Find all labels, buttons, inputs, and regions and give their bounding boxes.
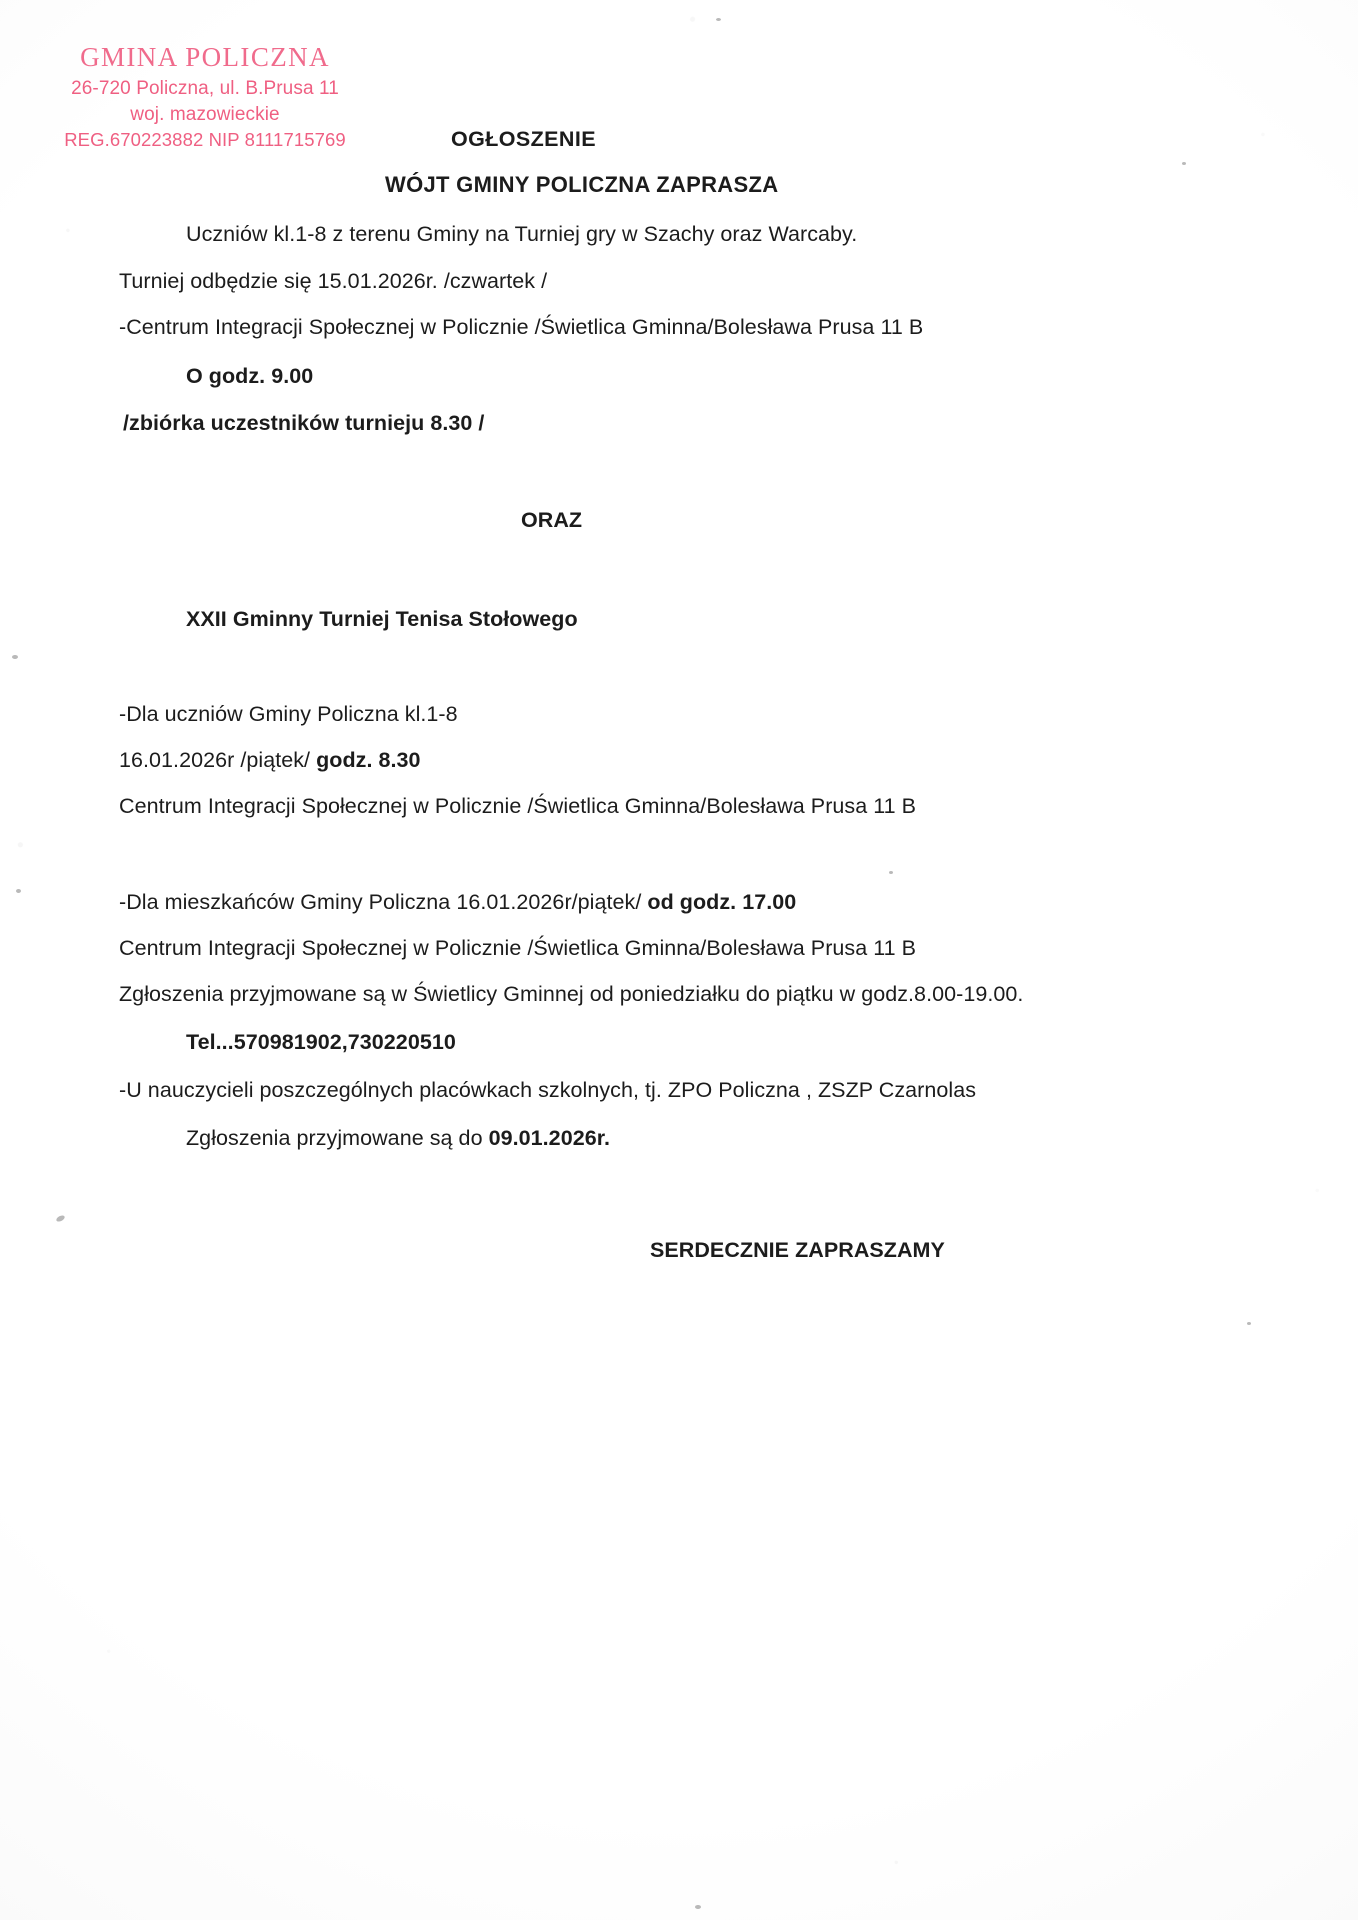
scan-speck xyxy=(716,18,721,21)
page-title: OGŁOSZENIE xyxy=(451,127,596,151)
tt-for-pupils-line: -Dla uczniów Gminy Policzna kl.1-8 xyxy=(119,702,458,726)
chess-assembly-time: /zbiórka uczestników turnieju 8.30 / xyxy=(123,411,485,435)
chess-start-time: O godz. 9.00 xyxy=(186,364,314,388)
tt-residents-bold: od godz. 17.00 xyxy=(647,890,797,914)
scan-speck xyxy=(889,871,893,874)
scan-speck xyxy=(1182,162,1186,165)
tt-residents-plain: -Dla mieszkańców Gminy Policzna 16.01.2026r/piątek/ xyxy=(119,890,648,914)
stamp-address: 26-720 Policzna, ul. B.Prusa 11 xyxy=(71,78,339,100)
scan-speck xyxy=(16,889,21,893)
tt-residents-venue-line: Centrum Integracji Społecznej w Policznie /Świetlica Gminna/Bolesława Prusa 11 B xyxy=(119,936,917,960)
tt-pupils-venue-line: Centrum Integracji Społecznej w Policznie /Świetlica Gminna/Bolesława Prusa 11 B xyxy=(119,794,917,818)
stamp-voivodeship: woj. mazowieckie xyxy=(130,103,280,125)
section-divider-oraz: ORAZ xyxy=(521,508,583,532)
registration-phone: Tel...570981902,730220510 xyxy=(186,1030,456,1054)
section-two-title: XXII Gminny Turniej Tenisa Stołowego xyxy=(186,607,578,631)
chess-venue-line: -Centrum Integracji Społecznej w Policznie /Świetlica Gminna/Bolesława Prusa 11 B xyxy=(119,315,924,339)
tt-pupils-date-line xyxy=(119,748,421,774)
scan-speck xyxy=(695,1905,701,1909)
chess-date-line: Turniej odbędzie się 15.01.2026r. /czwartek / xyxy=(119,269,548,293)
registration-deadline-plain: Zgłoszenia przyjmowane są do xyxy=(186,1126,489,1150)
scan-speck xyxy=(1247,1322,1251,1325)
office-stamp xyxy=(40,40,370,153)
registration-deadline-bold: 09.01.2026r. xyxy=(488,1126,610,1150)
registration-teachers: -U nauczycieli poszczególnych placówkach szkolnych, tj. ZPO Policzna , ZSZP Czarnolas xyxy=(119,1078,977,1102)
tt-residents-line xyxy=(119,890,796,916)
stamp-organization: GMINA POLICZNA xyxy=(80,42,330,72)
scan-speck xyxy=(12,655,18,659)
chess-invitation-line: Uczniów kl.1-8 z terenu Gminy na Turniej gry w Szachy oraz Warcaby. xyxy=(186,222,858,246)
subtitle-invitation: WÓJT GMINY POLICZNA ZAPRASZA xyxy=(385,172,779,197)
tt-pupils-date-plain: 16.01.2026r /piątek/ xyxy=(119,748,317,772)
registration-deadline-line xyxy=(186,1126,610,1152)
closing-invitation: SERDECZNIE ZAPRASZAMY xyxy=(650,1238,945,1262)
scan-speck xyxy=(55,1214,65,1223)
stamp-identifiers: REG.670223882 NIP 8111715769 xyxy=(64,129,346,151)
registration-office-hours: Zgłoszenia przyjmowane są w Świetlicy Gminnej od poniedziałku do piątku w godz.8.00-19.00. xyxy=(119,982,1024,1006)
tt-pupils-date-bold: godz. 8.30 xyxy=(316,748,421,772)
